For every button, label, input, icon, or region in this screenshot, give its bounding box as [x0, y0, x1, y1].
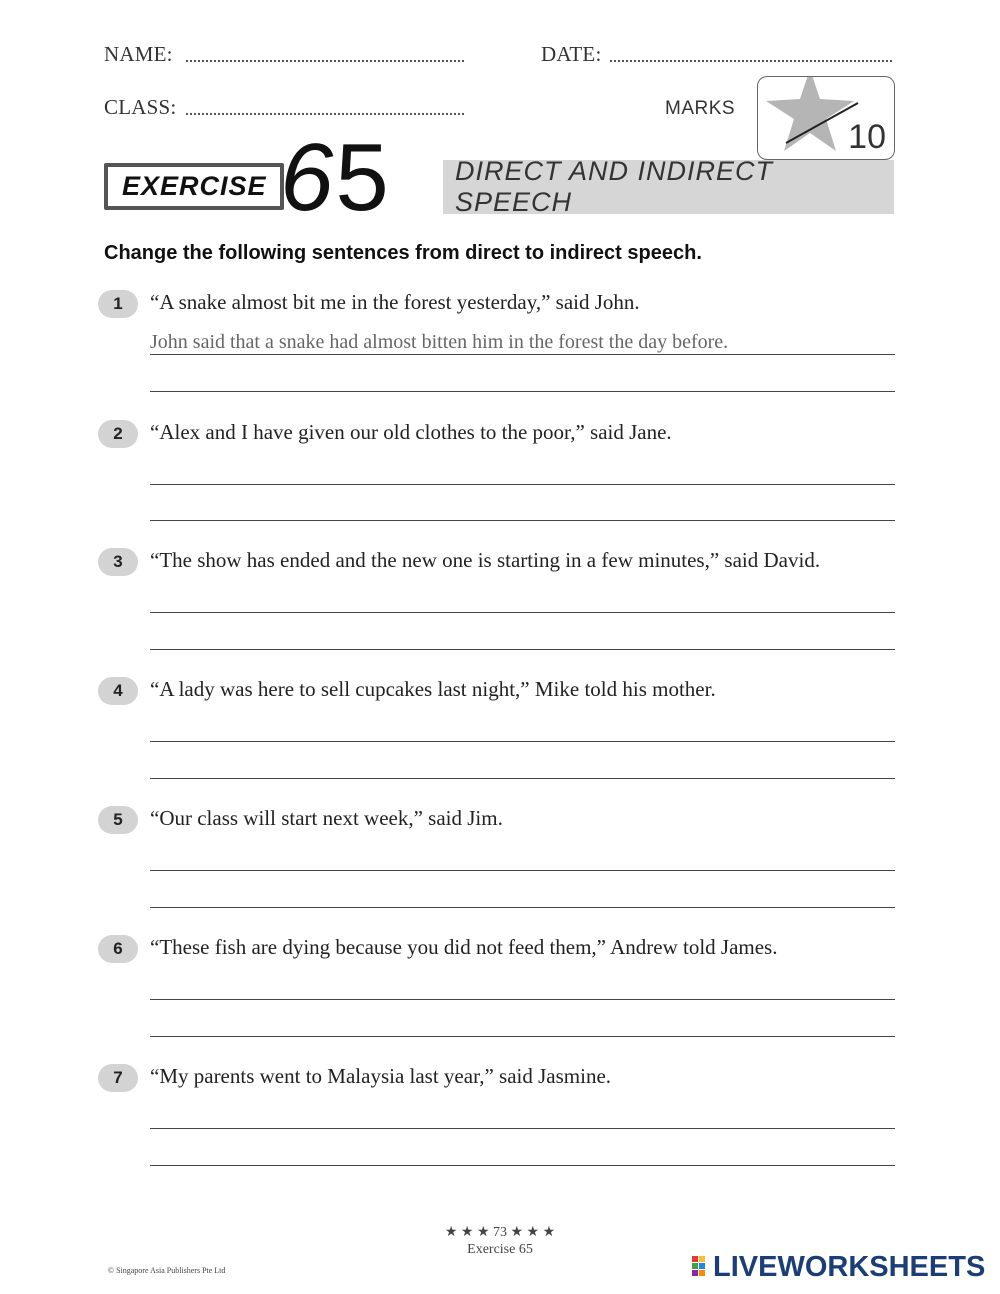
answer-line[interactable]	[150, 999, 895, 1000]
answer-line[interactable]	[150, 1128, 895, 1129]
name-label: NAME:	[104, 42, 173, 66]
marks-box[interactable]	[757, 76, 895, 160]
answer-line[interactable]	[150, 649, 895, 650]
question-text: “These fish are dying because you did not feed them,” Andrew told James.	[150, 935, 778, 959]
exercise-number-first: 6	[280, 124, 336, 231]
answer-line[interactable]	[150, 907, 895, 908]
date-field[interactable]	[610, 60, 892, 62]
page-number: ★ ★ ★ 73 ★ ★ ★	[444, 1225, 556, 1240]
liveworksheets-brand[interactable]: LIVEWORKSHEETS	[713, 1251, 986, 1283]
marks-label: MARKS	[665, 98, 736, 119]
question-number: 3	[98, 548, 138, 576]
exercise-badge	[104, 163, 284, 210]
question-number: 1	[98, 290, 138, 318]
answer-line[interactable]	[150, 870, 895, 871]
answer-line[interactable]	[150, 612, 895, 613]
exercise-title: DIRECT AND INDIRECT SPEECH	[455, 156, 774, 217]
class-field[interactable]	[186, 113, 464, 115]
class-label: CLASS:	[104, 95, 177, 119]
liveworksheets-logo-icon	[692, 1256, 714, 1280]
answer-line[interactable]	[150, 391, 895, 392]
question-text: “My parents went to Malaysia last year,” said Jasmine.	[150, 1064, 612, 1088]
answer-line[interactable]	[150, 778, 895, 779]
exercise-title-bar	[443, 156, 894, 217]
question-number: 4	[98, 677, 138, 705]
footer-exercise-label: Exercise 65	[467, 1242, 533, 1257]
exercise-number	[280, 124, 391, 231]
question-text: “A snake almost bit me in the forest yesterday,” said John.	[150, 290, 640, 314]
question-number: 2	[98, 420, 138, 448]
exercise-badge-label: EXERCISE	[122, 171, 267, 201]
marks-total: 10	[848, 118, 886, 156]
name-field[interactable]	[186, 60, 464, 62]
question-number: 5	[98, 806, 138, 834]
answer-line[interactable]	[150, 484, 895, 485]
copyright: © Singapore Asia Publishers Pte Ltd	[108, 1266, 226, 1275]
answer-line[interactable]	[150, 520, 895, 521]
question-text: “Alex and I have given our old clothes to the poor,” said Jane.	[150, 420, 672, 444]
question-text: “The show has ended and the new one is starting in a few minutes,” said David.	[150, 548, 821, 572]
answer-line[interactable]	[150, 741, 895, 742]
question-number: 7	[98, 1064, 138, 1092]
question-text: “A lady was here to sell cupcakes last night,” Mike told his mother.	[150, 677, 716, 701]
answer-line[interactable]	[150, 1036, 895, 1037]
answer-line[interactable]	[150, 354, 895, 355]
answer-line[interactable]	[150, 1165, 895, 1166]
date-label: DATE:	[541, 42, 602, 66]
instruction: Change the following sentences from direct to indirect speech.	[104, 242, 702, 264]
exercise-number-second: 5	[335, 124, 391, 231]
question-text: “Our class will start next week,” said Jim.	[150, 806, 503, 830]
question-number: 6	[98, 935, 138, 963]
answer-text[interactable]: John said that a snake had almost bitten him in the forest the day before.	[150, 331, 729, 353]
